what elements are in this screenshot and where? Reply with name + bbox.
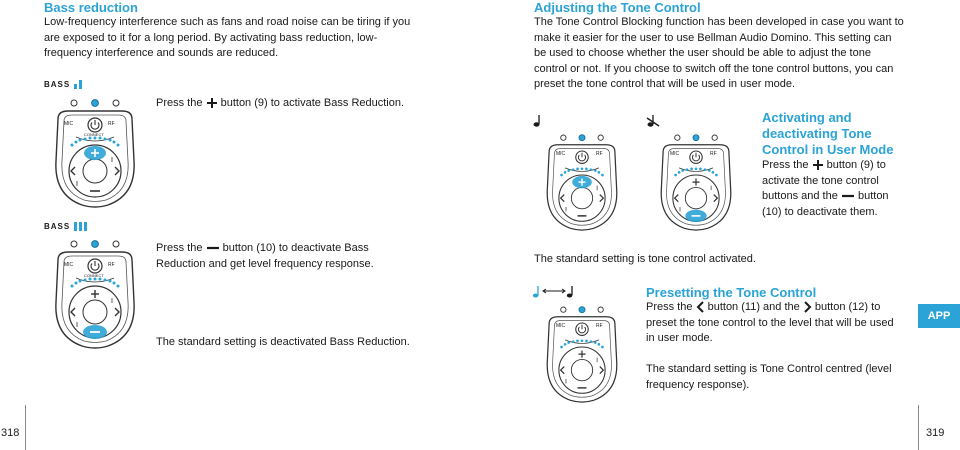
remote-control-plus-highlighted: [50, 99, 140, 209]
remote-rf-label: RF: [596, 323, 603, 329]
remote-control-minus-highlighted: [656, 128, 736, 238]
step1-instruction: Press the button (9) to activate Bass Reduction.: [156, 97, 405, 109]
right-page-number: 319: [926, 427, 945, 439]
remote-mic-label: MIC: [670, 151, 680, 157]
plus-icon: [206, 97, 218, 109]
note-crossed-icon: [646, 114, 660, 128]
right-page-divider: [918, 405, 919, 450]
right-section-title: Adjusting the Tone Control: [534, 0, 701, 15]
step2-standard-note: The standard setting is deactivated Bass Reduction.: [156, 336, 410, 348]
bass-bars-icon: [74, 222, 87, 231]
remote-control-chevrons-highlighted: [542, 300, 622, 410]
left-intro-paragraph: Low-frequency interference such as fans and road noise can be tiring if you are exposed to it for a long period. By activating bass reduction, low-frequency interference and sounds are reduced.: [44, 16, 411, 59]
remote-mic-label: MIC: [64, 121, 74, 127]
chevron-right-icon: [803, 301, 812, 313]
remote-control-minus-highlighted: [50, 240, 140, 350]
left-page-number: 318: [1, 427, 20, 439]
bass-level-indicator-low: [44, 80, 82, 89]
sub1-title: Activating and deactivating Tone Control in User Mode: [762, 110, 894, 157]
minus-icon: [206, 244, 220, 252]
remote-rf-label: RF: [108, 121, 115, 127]
remote-connect-label: CONNECT: [84, 132, 104, 137]
app-badge: APP: [918, 304, 960, 328]
plus-icon: [812, 159, 824, 171]
tone-standard-note: The standard setting is tone control activated.: [534, 253, 756, 265]
right-intro-paragraph: The Tone Control Blocking function has been developed in case you want to make it easier for the user to use Bellman Audio Domino. This setting can be used to choose whether the user should be able to adjust the tone control or not. If you choose to switch off the tone control buttons, you can preset the tone control that will be used in user mode.: [534, 16, 904, 90]
step2-instruction: Press the button (10) to deactivate Bass Reduction and get level frequency response.: [156, 242, 374, 270]
remote-rf-label: RF: [596, 151, 603, 157]
bass-label: BASS: [44, 80, 71, 89]
bass-bars-icon: [74, 80, 82, 89]
remote-mic-label: MIC: [556, 323, 566, 329]
left-page-divider: [25, 405, 26, 450]
remote-mic-label: MIC: [64, 262, 74, 268]
bass-level-indicator-flat: [44, 222, 87, 231]
note-icon: [532, 114, 544, 128]
remote-mic-label: MIC: [556, 151, 566, 157]
note-range-icon: [532, 284, 576, 300]
minus-icon: [841, 192, 855, 200]
sub2-instruction: Press the button (11) and the button (12) to preset the tone control to the level that will be used in user mode.: [646, 301, 894, 344]
remote-connect-label: CONNECT: [84, 273, 104, 278]
left-section-title: Bass reduction: [44, 0, 138, 15]
remote-control-plus-highlighted: [542, 128, 622, 238]
sub2-title: Presetting the Tone Control: [646, 285, 817, 300]
remote-rf-label: RF: [108, 262, 115, 268]
sub1-instruction: Press the button (9) to activate the tone control buttons and the button (10) to deactivate them.: [762, 159, 889, 218]
chevron-left-icon: [696, 301, 705, 313]
remote-rf-label: RF: [710, 151, 717, 157]
sub2-standard-note: The standard setting is Tone Control centred (level frequency response).: [646, 363, 892, 391]
bass-label: BASS: [44, 222, 71, 231]
